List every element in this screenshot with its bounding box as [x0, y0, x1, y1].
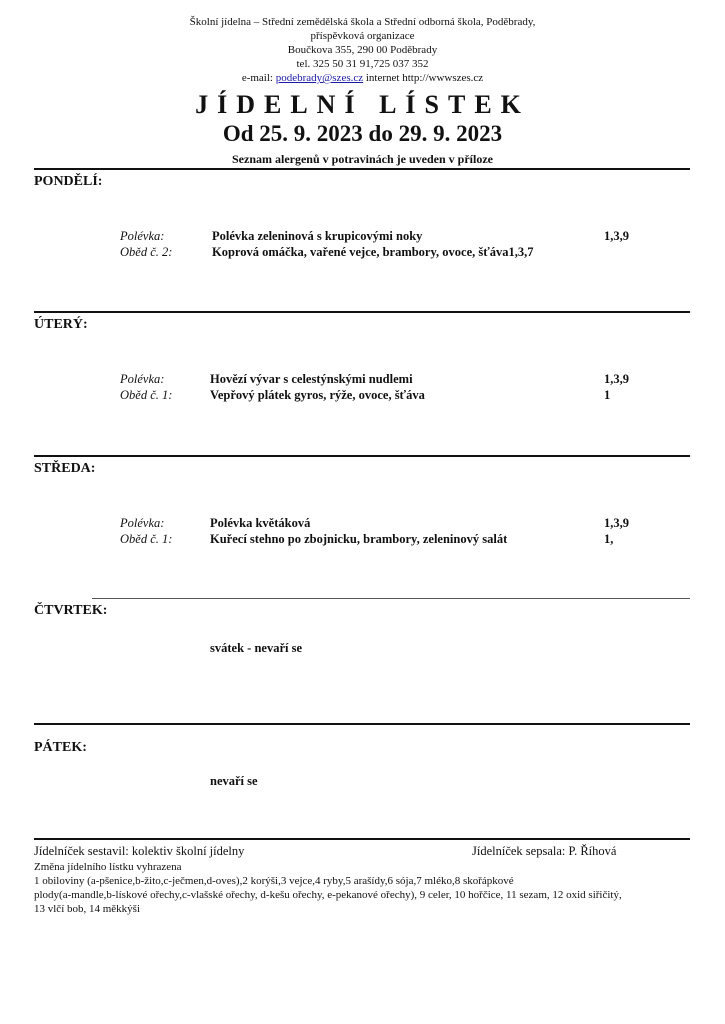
allergen-list-line: 13 vlčí bob, 14 měkkýši: [34, 903, 141, 915]
change-note: Změna jídelního lístku vyhrazena: [34, 861, 182, 873]
day-wednesday: STŘEDA:: [34, 461, 96, 476]
lunch-label: Oběd č. 1:: [120, 532, 173, 546]
soup-label: Polévka:: [120, 516, 165, 530]
header-line-phone: tel. 325 50 31 91,725 037 352: [296, 58, 429, 70]
email-link[interactable]: podebrady@szes.cz: [275, 72, 364, 84]
soup-label: Polévka:: [120, 372, 165, 386]
divider: [34, 311, 690, 313]
soup-dish: Hovězí vývar s celestýnskými nudlemi: [210, 372, 413, 386]
soup-allergens: 1,3,9: [604, 229, 629, 243]
divider: [92, 598, 690, 599]
day-note: nevaří se: [210, 774, 258, 788]
header-line-contact: [0, 72, 725, 85]
divider: [34, 168, 690, 170]
email-label: e-mail:: [241, 72, 273, 84]
lunch-label: Oběd č. 1:: [120, 388, 173, 402]
header-line-school: Školní jídelna – Střední zemědělská škola a Střední odborná škola, Poděbrady,: [189, 16, 536, 28]
allergen-list-line: 1 obiloviny (a-pšenice,b-žito,c-ječmen,d-oves),2 korýši,3 vejce,4 ryby,5 arašídy,6 sója,7 mléko,8 skořápkové: [34, 875, 514, 887]
written-by: Jídelníček sepsala: P. Říhová: [472, 844, 617, 858]
day-friday: PÁTEK:: [34, 740, 87, 755]
day-note: svátek - nevaří se: [210, 641, 302, 655]
soup-dish: Polévka květáková: [210, 516, 311, 530]
divider: [34, 838, 690, 840]
lunch-allergens: 1,: [604, 532, 614, 546]
date-range: Od 25. 9. 2023 do 29. 9. 2023: [222, 121, 503, 146]
lunch-dish: Vepřový plátek gyros, rýže, ovoce, šťáva: [210, 388, 425, 402]
day-monday: PONDĚLÍ:: [34, 174, 103, 189]
internet-address: internet http://wwwszes.cz: [365, 72, 484, 84]
header-line-address: Boučkova 355, 290 00 Poděbrady: [287, 44, 438, 56]
header-line-organization: příspěvková organizace: [310, 30, 415, 42]
lunch-label: Oběd č. 2:: [120, 245, 173, 259]
lunch-dish: Kuřecí stehno po zbojnicku, brambory, zeleninový salát: [210, 532, 508, 546]
soup-allergens: 1,3,9: [604, 372, 629, 386]
divider: [34, 723, 690, 725]
soup-label: Polévka:: [120, 229, 165, 243]
lunch-dish: Koprová omáčka, vařené vejce, brambory, ovoce, šťáva1,3,7: [212, 245, 534, 259]
divider: [34, 455, 690, 457]
soup-allergens: 1,3,9: [604, 516, 629, 530]
day-tuesday: ÚTERÝ:: [34, 317, 88, 332]
page-title: JÍDELNÍ LÍSTEK: [195, 90, 530, 119]
soup-dish: Polévka zeleninová s krupicovými noky: [212, 229, 423, 243]
lunch-allergens: 1: [604, 388, 611, 402]
allergen-list-line: plody(a-mandle,b-lískové ořechy,c-vlašské ořechy, d-kešu ořechy, e-pekanové ořechy), 9 celer, 10 hořčice, 11 sezam, 12 oxid siřičitý,: [34, 889, 622, 901]
allergen-note: Seznam alergenů v potravinách je uveden v příloze: [232, 152, 493, 166]
compiled-by: Jídelníček sestavil: kolektiv školní jídelny: [34, 844, 245, 858]
day-thursday: ČTVRTEK:: [34, 603, 108, 618]
